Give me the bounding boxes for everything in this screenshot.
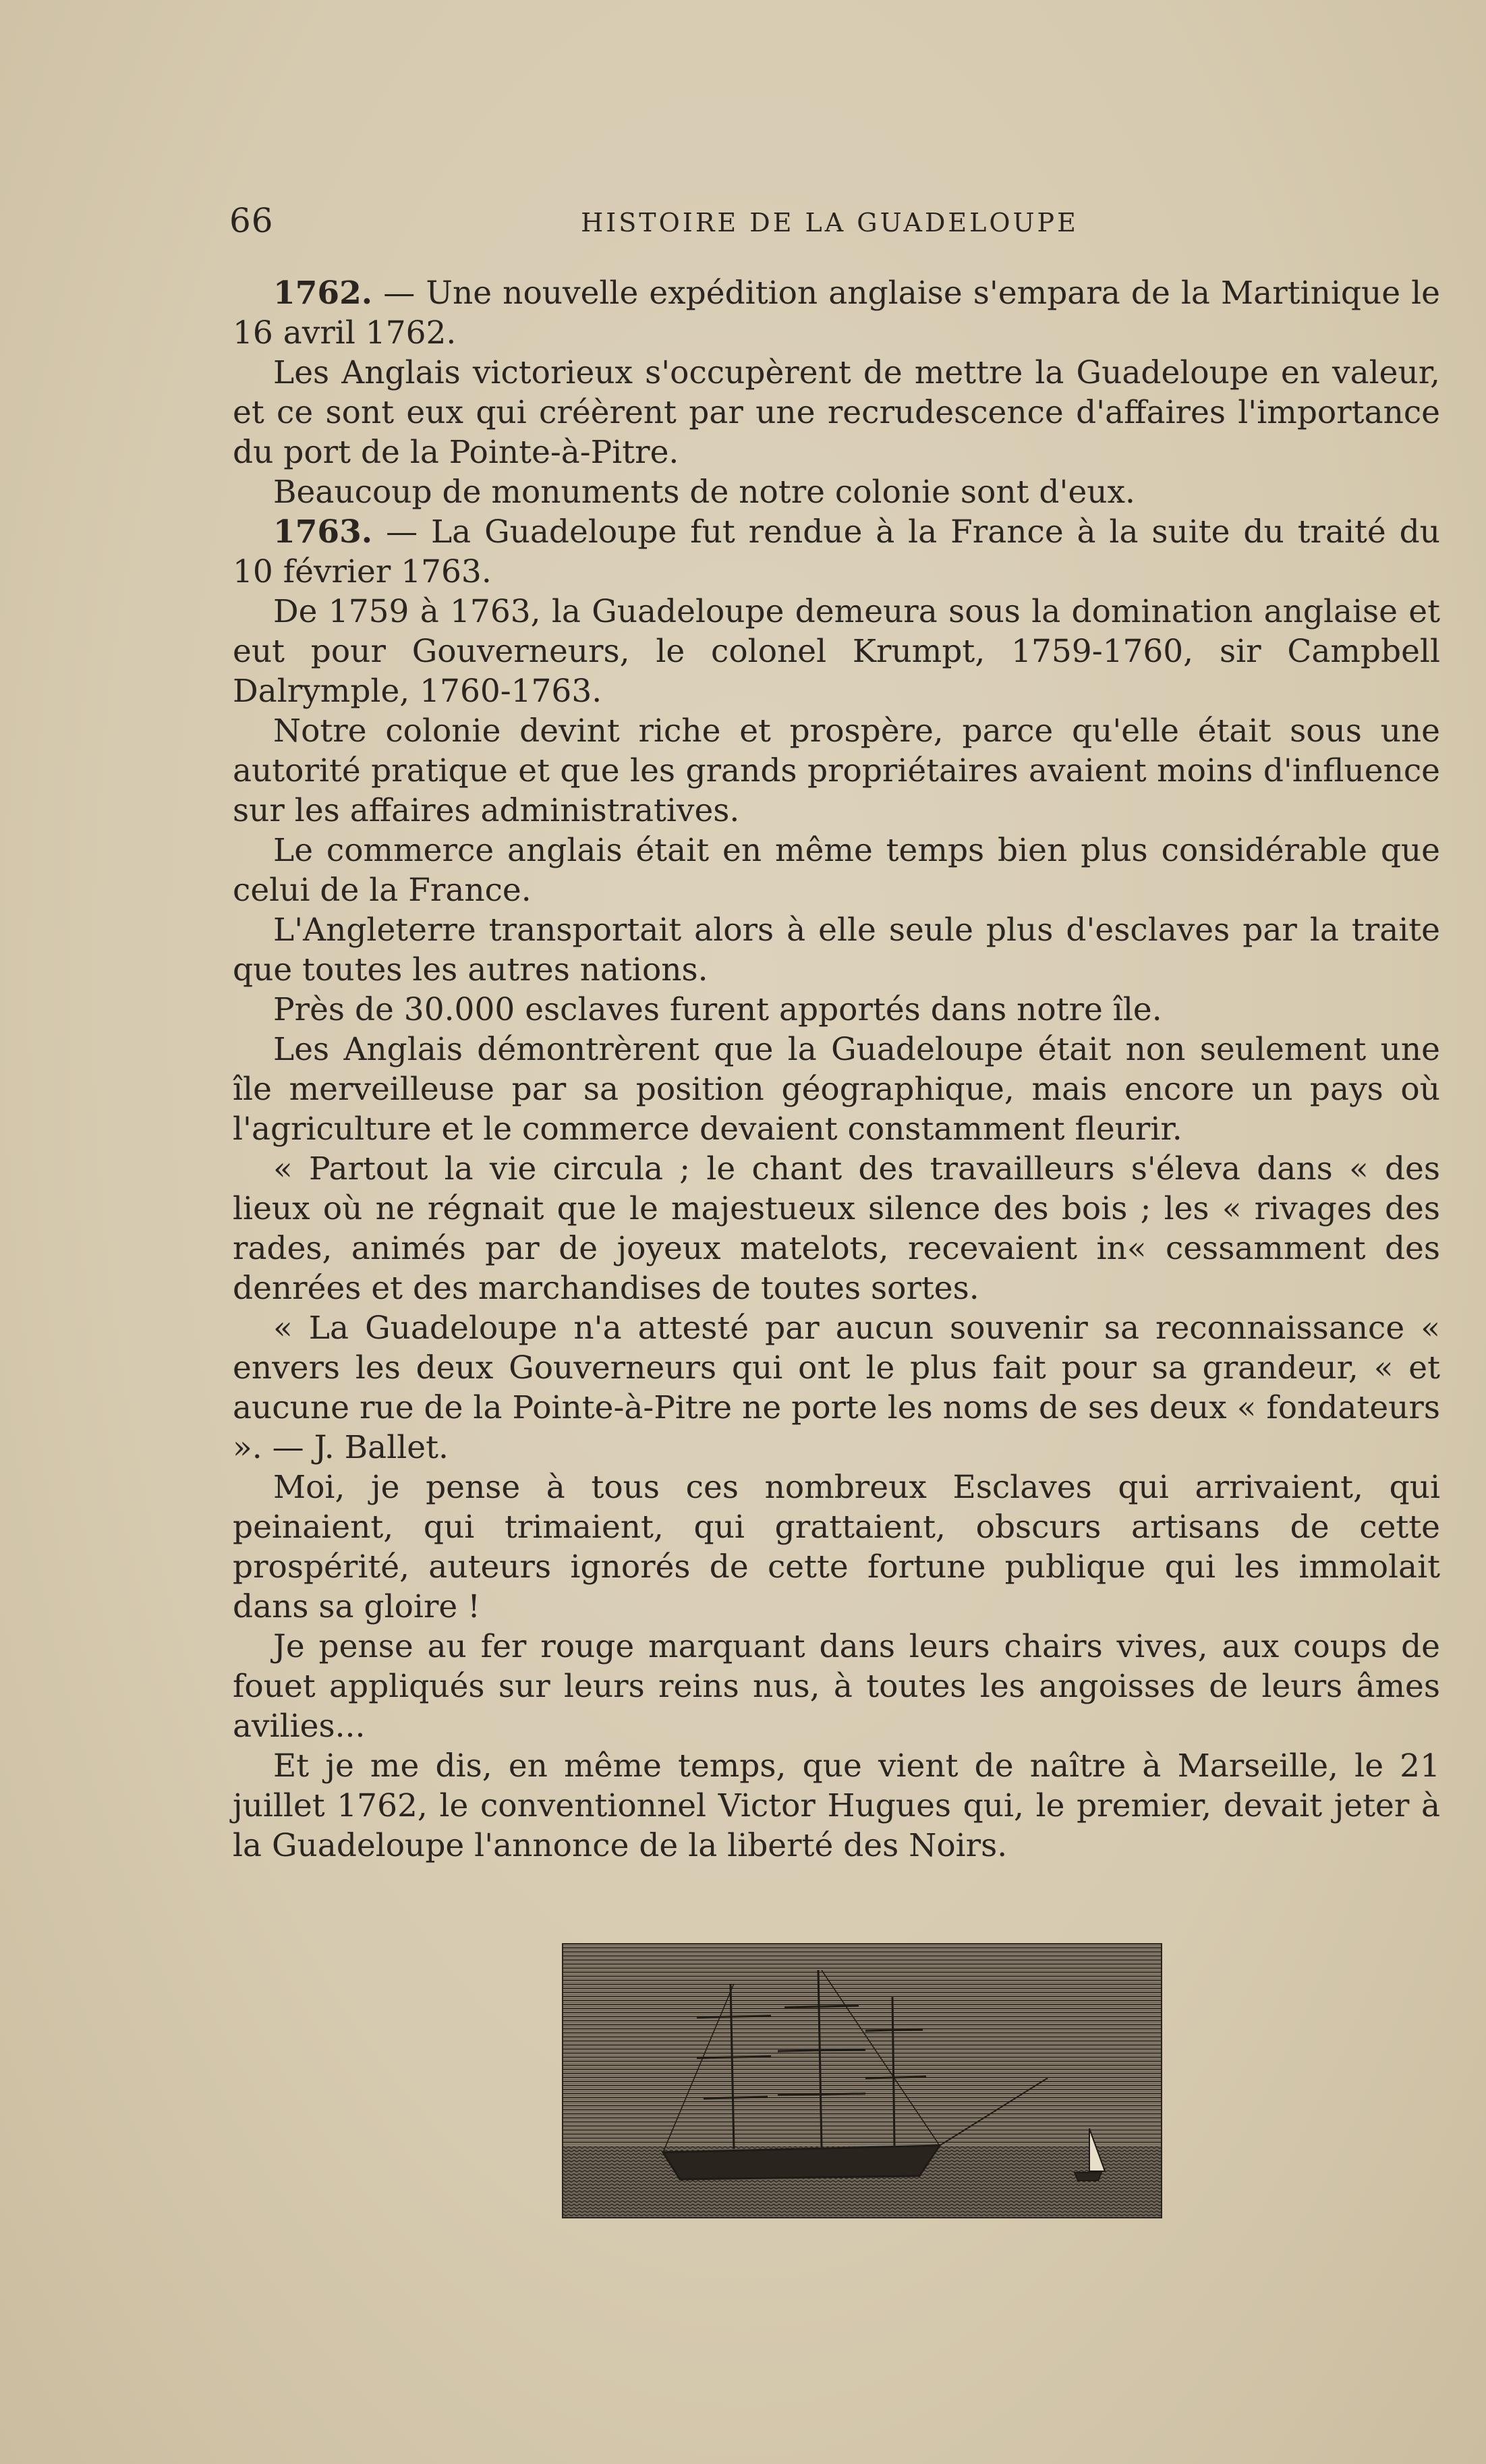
paragraph (233, 1627, 1440, 1746)
paragraph (233, 1467, 1440, 1627)
paragraph (233, 1746, 1440, 1866)
paragraph (233, 353, 1440, 472)
paragraph-text: De 1759 à 1763, la Guadeloupe demeura sous la domination anglaise et eut pour Gouverneurs, le colonel Krumpt, 1759-1760, sir Campbell Dalrymple, 1760-1763. (233, 593, 1440, 710)
paragraph (233, 512, 1440, 592)
page-body (233, 273, 1440, 1866)
paragraph-text: « Partout la vie circula ; le chant des travailleurs s'éleva dans « des lieux où ne régnait que le majestueux silence des bois ; les « rivages des rades, animés par de joyeux matelots, recevaient in« cessamment des denrées et des marchandises de toutes sortes. (233, 1150, 1440, 1307)
paragraph-text: — La Guadeloupe fut rendue à la France à la suite du traité du 10 février 1763. (233, 513, 1440, 590)
paragraph (233, 990, 1440, 1030)
paragraph-text: Le commerce anglais était en même temps bien plus considérable que celui de la France. (233, 832, 1440, 909)
paragraph-text: Je pense au fer rouge marquant dans leurs chairs vives, aux coups de fouet appliqués sur leurs reins nus, à toutes les angoisses de leurs âmes avilies... (233, 1628, 1440, 1745)
sailing-ship-engraving-icon (562, 1943, 1162, 2218)
running-title: HISTOIRE DE LA GUADELOUPE (581, 208, 1079, 237)
paragraph (233, 910, 1440, 990)
paragraph-text: Beaucoup de monuments de notre colonie sont d'eux. (273, 474, 1135, 511)
paragraph (233, 1030, 1440, 1149)
paragraph-text: Notre colonie devint riche et prospère, parce qu'elle était sous une autorité pratique et que les grands propriétaires avaient moins d'influence sur les affaires administratives. (233, 712, 1440, 829)
paragraph-text: Près de 30.000 esclaves furent apportés dans notre île. (273, 991, 1162, 1028)
paragraph-year: 1762. (273, 275, 373, 312)
paragraph-text: « La Guadeloupe n'a attesté par aucun souvenir sa reconnaissance « envers les deux Gouverneurs qui ont le plus fait pour sa grandeur, « et aucune rue de la Pointe-à-Pitre ne porte les noms de ses deux « fondateurs ». — J. Ballet. (233, 1310, 1440, 1466)
page-header (229, 201, 1430, 248)
paragraph (233, 831, 1440, 910)
paragraph-text: L'Angleterre transportait alors à elle seule plus d'esclaves par la traite que toutes les autres nations. (233, 912, 1440, 988)
paragraph (233, 273, 1440, 353)
paragraph (233, 472, 1440, 512)
paragraph (233, 592, 1440, 711)
paragraph-year: 1763. (273, 513, 373, 551)
paragraph (233, 711, 1440, 831)
page-number: 66 (229, 201, 274, 240)
paragraph-text: Et je me dis, en même temps, que vient de naître à Marseille, le 21 juillet 1762, le conventionnel Victor Hugues qui, le premier, devait jeter à la Guadeloupe l'annonce de la liberté des Noirs. (233, 1747, 1440, 1864)
paragraph-text: — Une nouvelle expédition anglaise s'empara de la Martinique le 16 avril 1762. (233, 275, 1440, 352)
quote-paragraph (233, 1308, 1440, 1467)
paragraph-text: Moi, je pense à tous ces nombreux Esclaves qui arrivaient, qui peinaient, qui trimaient, qui grattaient, obscurs artisans de cette prospérité, auteurs ignorés de cette fortune publique qui les immolait dans sa gloire ! (233, 1469, 1440, 1625)
paragraph-text: Les Anglais victorieux s'occupèrent de mettre la Guadeloupe en valeur, et ce sont eux qui créèrent par une recrudescence d'affaires l'importance du port de la Pointe-à-Pitre. (233, 354, 1440, 471)
quote-paragraph (233, 1149, 1440, 1308)
paragraph-text: Les Anglais démontrèrent que la Guadeloupe était non seulement une île merveilleuse par sa position géographique, mais encore un pays où l'agriculture et le commerce devaient constamment fleurir. (233, 1031, 1440, 1148)
